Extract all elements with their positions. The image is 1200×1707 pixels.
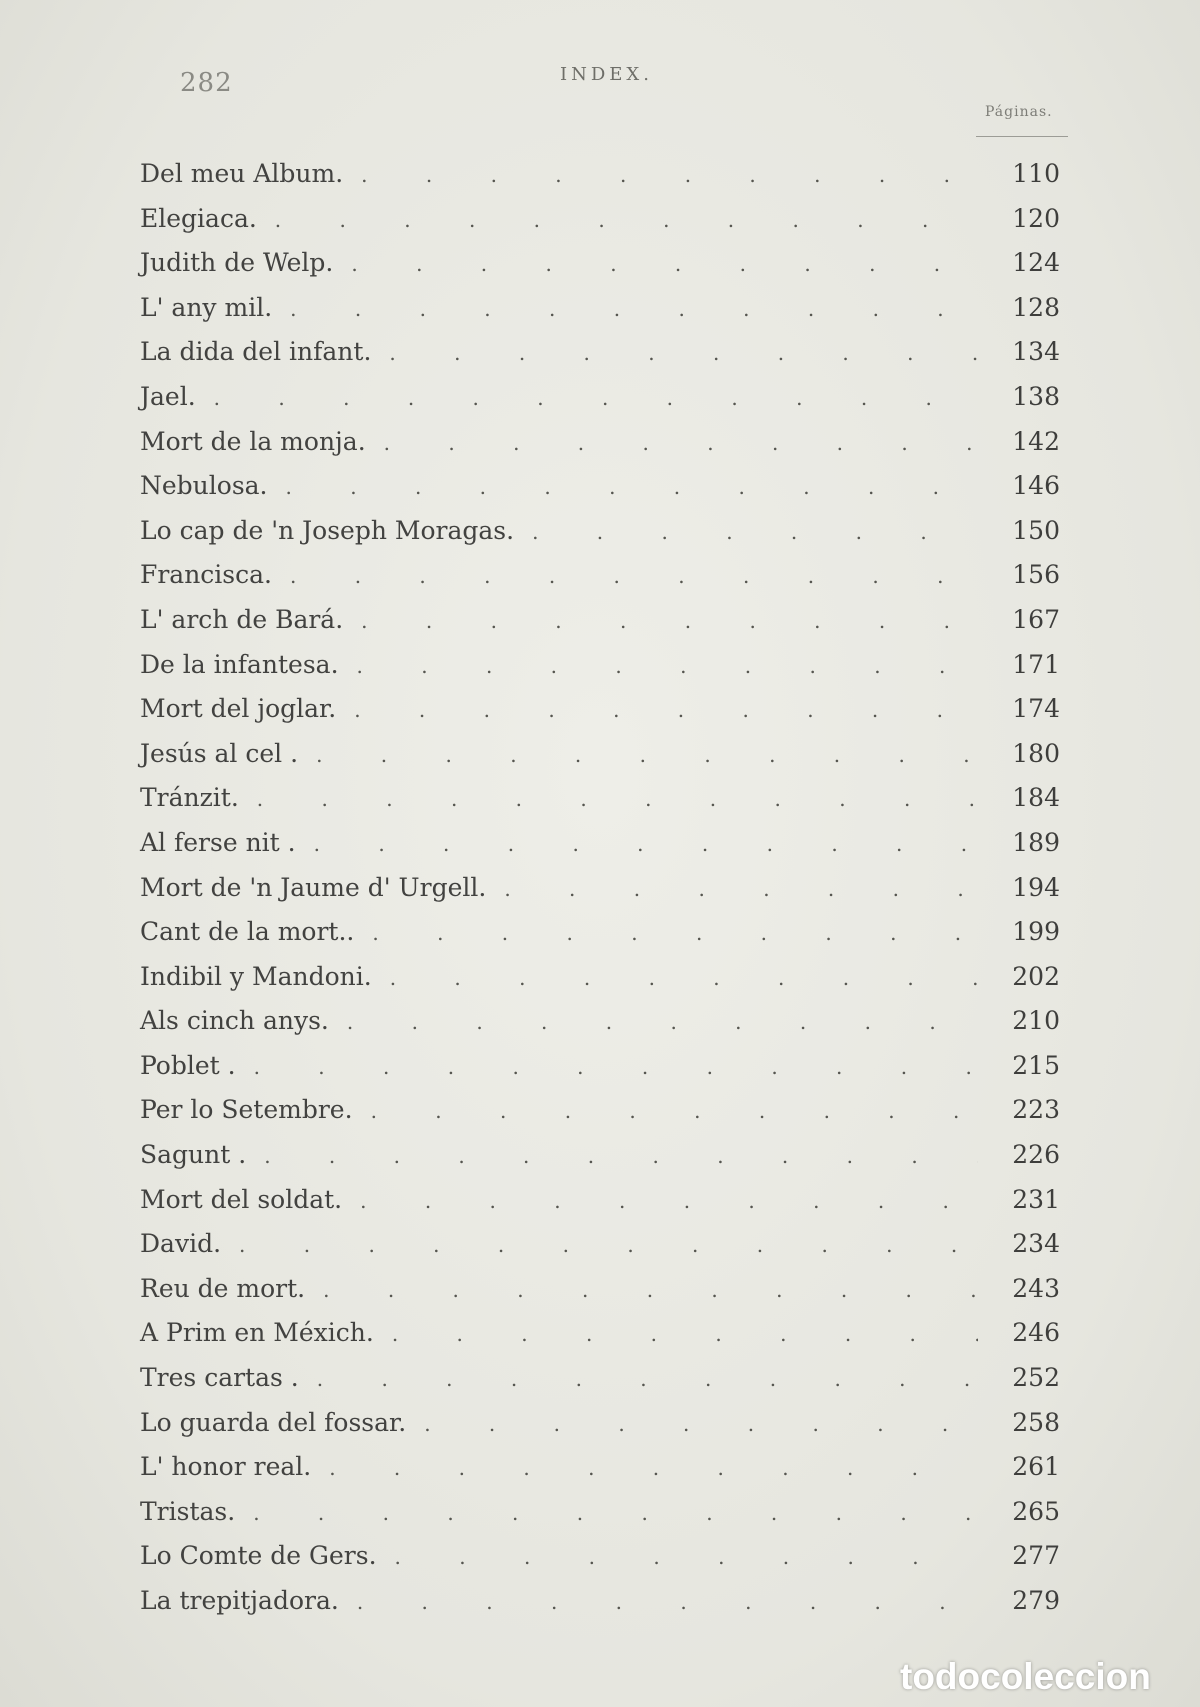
toc-entry <box>140 420 1060 465</box>
dot-leader <box>239 777 978 822</box>
toc-entry-page: 234 <box>1012 1229 1060 1259</box>
dot-leader <box>342 1179 978 1224</box>
toc-entry <box>140 1356 1060 1401</box>
toc-entry-title: Mort de 'n Jaume d' Urgell. <box>140 872 487 902</box>
toc-entry-page: 167 <box>1012 604 1060 634</box>
toc-entry <box>140 1044 1060 1089</box>
toc-entry-page: 124 <box>1012 248 1060 278</box>
toc-entry-title: Mort del joglar. <box>140 694 337 724</box>
toc-entry-title: David. <box>140 1229 222 1259</box>
toc-entry <box>140 687 1060 732</box>
toc-entry-title: Indibil y Mandoni. <box>140 961 372 991</box>
toc-entry-title: Elegiaca. <box>140 203 257 233</box>
toc-entry-title: Tránzit. <box>140 783 239 813</box>
toc-entry-page: 110 <box>1012 159 1060 188</box>
toc-entry-page: 223 <box>1012 1095 1060 1125</box>
running-title: INDEX. <box>560 64 653 85</box>
page-number: 282 <box>180 68 233 98</box>
toc-entry-page: 279 <box>1012 1586 1060 1615</box>
column-label-rule <box>976 136 1068 137</box>
toc-entry <box>140 643 1060 688</box>
dot-leader <box>268 465 978 510</box>
dot-leader <box>343 153 978 198</box>
dot-leader <box>406 1402 978 1447</box>
dot-leader <box>343 599 978 644</box>
dot-leader <box>374 1312 978 1357</box>
toc-entry <box>140 821 1060 866</box>
dot-leader <box>311 1446 978 1491</box>
toc-entry <box>140 464 1060 509</box>
dot-leader <box>299 1357 978 1402</box>
toc-entry-page: 146 <box>1012 471 1060 501</box>
toc-entry-page: 215 <box>1012 1050 1060 1080</box>
toc-entry-page: 243 <box>1012 1273 1060 1303</box>
toc-entry <box>140 999 1060 1044</box>
dot-leader <box>514 510 978 555</box>
toc-entry <box>140 1222 1060 1267</box>
toc-entry <box>140 776 1060 821</box>
toc-entry-title: L' honor real. <box>140 1452 312 1482</box>
toc-entry <box>140 1490 1060 1535</box>
toc-entry-page: 156 <box>1012 560 1060 590</box>
toc-entry-title: A Prim en Méxich. <box>140 1318 374 1348</box>
toc-entry-page: 261 <box>1012 1452 1060 1482</box>
toc-entry-title: Mort del soldat. <box>140 1184 343 1214</box>
toc-entry <box>140 1178 1060 1223</box>
toc-entry-title: Per lo Setembre. <box>140 1095 353 1125</box>
table-of-contents <box>140 152 1060 1624</box>
toc-entry-page: 277 <box>1012 1541 1060 1571</box>
toc-entry <box>140 732 1060 777</box>
toc-entry <box>140 197 1060 242</box>
toc-entry-title: L' arch de Bará. <box>140 604 344 634</box>
toc-entry-page: 194 <box>1012 872 1060 902</box>
toc-entry-page: 150 <box>1012 515 1060 545</box>
dot-leader <box>296 822 978 867</box>
toc-entry-page: 138 <box>1012 381 1060 411</box>
dot-leader <box>196 376 978 421</box>
toc-entry-title: Judith de Welp. <box>140 248 334 278</box>
toc-entry-title: Nebulosa. <box>140 471 268 501</box>
dot-leader <box>354 911 978 956</box>
toc-entry <box>140 866 1060 911</box>
toc-entry <box>140 955 1060 1000</box>
toc-entry <box>140 286 1060 331</box>
dot-leader <box>333 242 978 287</box>
dot-leader <box>372 956 978 1001</box>
watermark-logo: todocoleccion <box>900 1656 1151 1697</box>
toc-entry-title: Mort de la monja. <box>140 426 366 456</box>
toc-entry-page: 171 <box>1012 649 1060 679</box>
toc-entry-title: De la infantesa. <box>140 649 339 679</box>
dot-leader <box>339 644 978 689</box>
toc-entry <box>140 375 1060 420</box>
toc-entry-page: 189 <box>1012 827 1060 857</box>
toc-entry-page: 128 <box>1012 292 1060 322</box>
toc-entry <box>140 910 1060 955</box>
toc-entry-title: Reu de mort. <box>140 1273 306 1303</box>
toc-entry <box>140 1579 1060 1624</box>
toc-entry-title: Tristas. <box>140 1496 236 1526</box>
toc-entry-page: 252 <box>1012 1363 1060 1393</box>
toc-entry-title: L' any mil. <box>140 292 273 322</box>
toc-entry <box>140 509 1060 554</box>
dot-leader <box>336 688 978 733</box>
dot-leader <box>298 733 978 778</box>
toc-entry-title: Lo cap de 'n Joseph Moragas. <box>140 515 515 545</box>
dot-leader <box>486 867 978 912</box>
toc-entry-page: 180 <box>1012 738 1060 768</box>
dot-leader <box>371 331 978 376</box>
toc-entry-title: Lo Comte de Gers. <box>140 1541 377 1571</box>
toc-entry-title: Del meu Album. <box>140 159 344 188</box>
toc-entry-page: 246 <box>1012 1318 1060 1348</box>
toc-entry-page: 265 <box>1012 1496 1060 1526</box>
pages-column-label: Páginas. <box>985 104 1053 120</box>
toc-entry <box>140 553 1060 598</box>
toc-entry-page: 174 <box>1012 694 1060 724</box>
toc-entry-page: 258 <box>1012 1407 1060 1437</box>
dot-leader <box>339 1580 978 1625</box>
dot-leader <box>305 1268 978 1313</box>
toc-entry-page: 210 <box>1012 1006 1060 1036</box>
toc-entry <box>140 152 1060 197</box>
toc-entry-page: 231 <box>1012 1184 1060 1214</box>
toc-entry-title: Poblet . <box>140 1050 236 1080</box>
toc-entry-title: Lo guarda del fossar. <box>140 1407 407 1437</box>
toc-entry <box>140 1445 1060 1490</box>
dot-leader <box>366 421 978 466</box>
toc-entry-page: 142 <box>1012 426 1060 456</box>
dot-leader <box>272 554 978 599</box>
toc-entry <box>140 330 1060 375</box>
toc-entry-page: 199 <box>1012 917 1060 947</box>
toc-entry-page: 120 <box>1012 203 1060 233</box>
toc-entry-title: Cant de la mort.. <box>140 917 355 947</box>
dot-leader <box>329 1000 978 1045</box>
toc-entry <box>140 1534 1060 1579</box>
toc-entry-title: Tres cartas . <box>140 1363 299 1393</box>
toc-entry-title: Al ferse nit . <box>140 827 296 857</box>
toc-entry-title: Francisca. <box>140 560 272 590</box>
dot-leader <box>236 1045 978 1090</box>
toc-entry <box>140 598 1060 643</box>
toc-entry <box>140 1401 1060 1446</box>
toc-entry-title: Sagunt . <box>140 1140 247 1170</box>
toc-entry-page: 184 <box>1012 783 1060 813</box>
toc-entry-title: Als cinch anys. <box>140 1006 329 1036</box>
dot-leader <box>235 1491 978 1536</box>
toc-entry-page: 134 <box>1012 337 1060 367</box>
dot-leader <box>246 1134 978 1179</box>
toc-entry-title: La dida del infant. <box>140 337 372 367</box>
toc-entry <box>140 1133 1060 1178</box>
toc-entry-title: Jael. <box>140 381 196 411</box>
dot-leader <box>272 287 978 332</box>
toc-entry <box>140 241 1060 286</box>
toc-entry-page: 226 <box>1012 1140 1060 1170</box>
toc-entry <box>140 1088 1060 1133</box>
toc-entry-title: Jesús al cel . <box>140 738 299 768</box>
dot-leader <box>257 198 978 243</box>
toc-entry <box>140 1267 1060 1312</box>
dot-leader <box>377 1535 978 1580</box>
dot-leader <box>221 1223 978 1268</box>
dot-leader <box>353 1089 978 1134</box>
toc-entry <box>140 1311 1060 1356</box>
toc-entry-title: La trepitjadora. <box>140 1586 339 1615</box>
toc-entry-page: 202 <box>1012 961 1060 991</box>
